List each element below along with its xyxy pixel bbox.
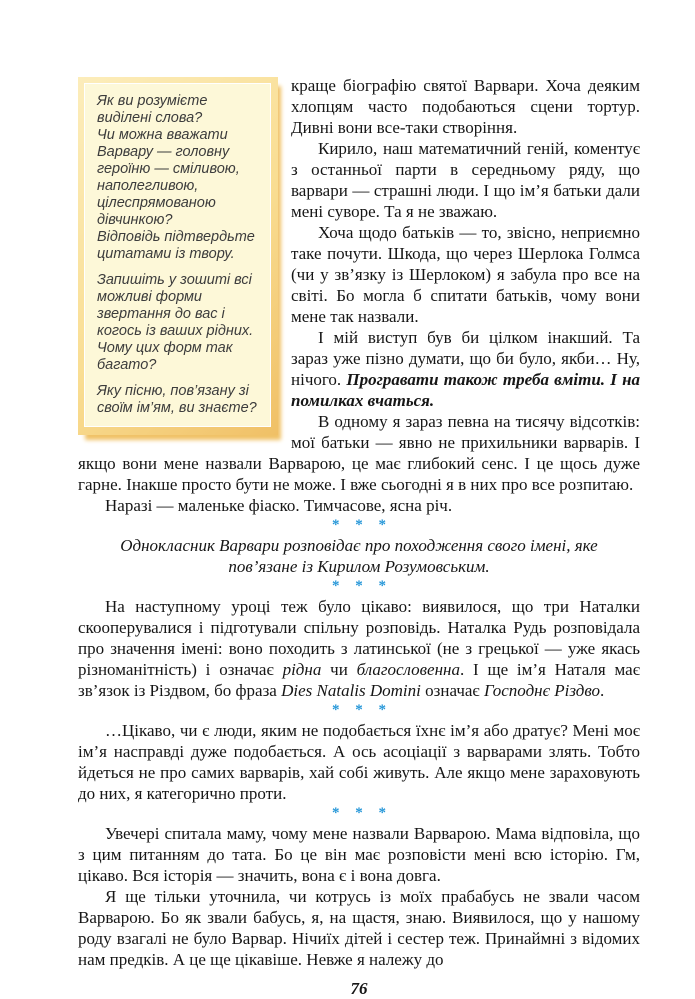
- page-number: 76: [350, 979, 368, 998]
- text-segment: …Цікаво, чи є люди, яким не подобається їхнє ім’я або дратує? Мені моє ім’я насправді дуже подобається. А ось асоціації з варварами злять. Тобто йдеться не про самих варварів, хай собі живуть. Але якщо мене зараховують до них, я категорично проти.: [78, 721, 640, 803]
- text-segment: . І ще ім’я Наталя має зв’язок із Різдвом, бо фраза: [78, 660, 640, 700]
- text-segment: краще біографію святої Варвари. Хоча деяким хлопцям часто подобаються сцени тортур. Дивні вони все-таки створіння.: [291, 76, 640, 137]
- question-box-content: [84, 83, 271, 427]
- paragraph: [78, 720, 640, 804]
- text-segment: На наступному уроці теж було цікаво: виявилося, що три Наталки скооперувалися і підготували спільну розповідь. Наталка Рудь розповідала про значення імені: воно походить з латинської (не з грецької — уже якась різноманітність) і означає: [78, 597, 640, 679]
- text-segment: Наразі — маленьке фіаско. Тимчасове, ясна річ.: [105, 496, 453, 515]
- question-group: [97, 93, 262, 263]
- narrator-note: [78, 535, 640, 577]
- paragraph: [78, 886, 640, 970]
- text-segment: означає: [420, 681, 484, 700]
- text-segment: Господнє Різдво: [483, 681, 601, 700]
- text-segment: Хоча щодо батьків — то, звісно, неприємно таке почути. Шкода, що через Шерлока Голмса (чи у зв’язку із Шерлоком) я забула про все на світі. Бо могла б спитати батьків, чому вони мене так назвали.: [291, 223, 640, 326]
- section-separator: * * *: [332, 805, 392, 821]
- text-segment: благословенна: [356, 660, 460, 679]
- question-text: Запишіть у зошиті всі можливі форми звертання до вас і когось із ваших рідних. Чому цих форм так багато?: [97, 272, 254, 373]
- question-text: Чи можна вважати Варвару — головну героїню — сміливою, наполегливою, цілеспрямованою дівчинкою?: [97, 127, 240, 228]
- section-separator: * * *: [332, 702, 392, 718]
- text-segment: Dies Natalis Domini: [281, 681, 421, 700]
- text-segment: Я ще тільки уточнила, чи котрусь із моїх прабабусь не звали часом Варварою. Бо як звали бабусь, я, на щастя, знаю. Виявилося, що у нашому роду взагалі не було Варвар. Нічиїх дітей і сестер теж. Принаймні з відомих нам предків. А це ще цікавіше. Невже я належу до: [78, 887, 640, 969]
- question-text: Відповідь підтвердьте цитатами із твору.: [97, 229, 255, 262]
- paragraph: [78, 823, 640, 886]
- question-text: Як ви розумієте виділені слова?: [97, 93, 208, 126]
- text-segment: І мій виступ був би цілком інакший. Та зараз уже пізно думати, що би було, якби… Ну, нічого.: [291, 328, 640, 389]
- text-segment: .: [600, 681, 605, 700]
- section-separator: * * *: [332, 517, 392, 533]
- text-segment: Увечері спитала маму, чому мене назвали Варварою. Мама відповіла, що з цим питанням до тата. Бо це він має розповісти мені всю історію. Гм, цікаво. Вся історія — значить, вона є і вона довга.: [78, 824, 640, 885]
- section-separator: * * *: [332, 578, 392, 594]
- text-segment: В одному я зараз певна на тисячу відсотків: мої батьки — явно не прихильники варварів. І якщо вони мене назвали Варварою, це має глибокий сенс. І це щось дуже гарне. Інакше просто бути не може. І вже сьогодні я в них про все розпитаю.: [78, 412, 640, 494]
- text-segment: рідна: [282, 660, 322, 679]
- text-segment: Однокласник Варвари розповідає про походження свого імені, яке пов’язане із Кирилом Розумовським.: [120, 536, 598, 576]
- paragraph: [78, 596, 640, 701]
- sidebar-question-box: [78, 77, 278, 435]
- text-segment: Кирило, наш математичний геній, коментує з останньої парти в середньому ряду, що варвари — страшні люди. І що ім’я батьки дали мені суворе. Та я не зважаю.: [291, 139, 640, 221]
- question-group: [97, 272, 262, 374]
- question-text: Яку пісню, пов’язану зі своїм ім’ям, ви знаєте?: [97, 383, 257, 416]
- question-group: [97, 383, 262, 417]
- text-segment: Програвати також треба вміти. І на помилках вчаться.: [291, 370, 641, 410]
- paragraph: [78, 495, 640, 516]
- text-segment: чи: [321, 660, 357, 679]
